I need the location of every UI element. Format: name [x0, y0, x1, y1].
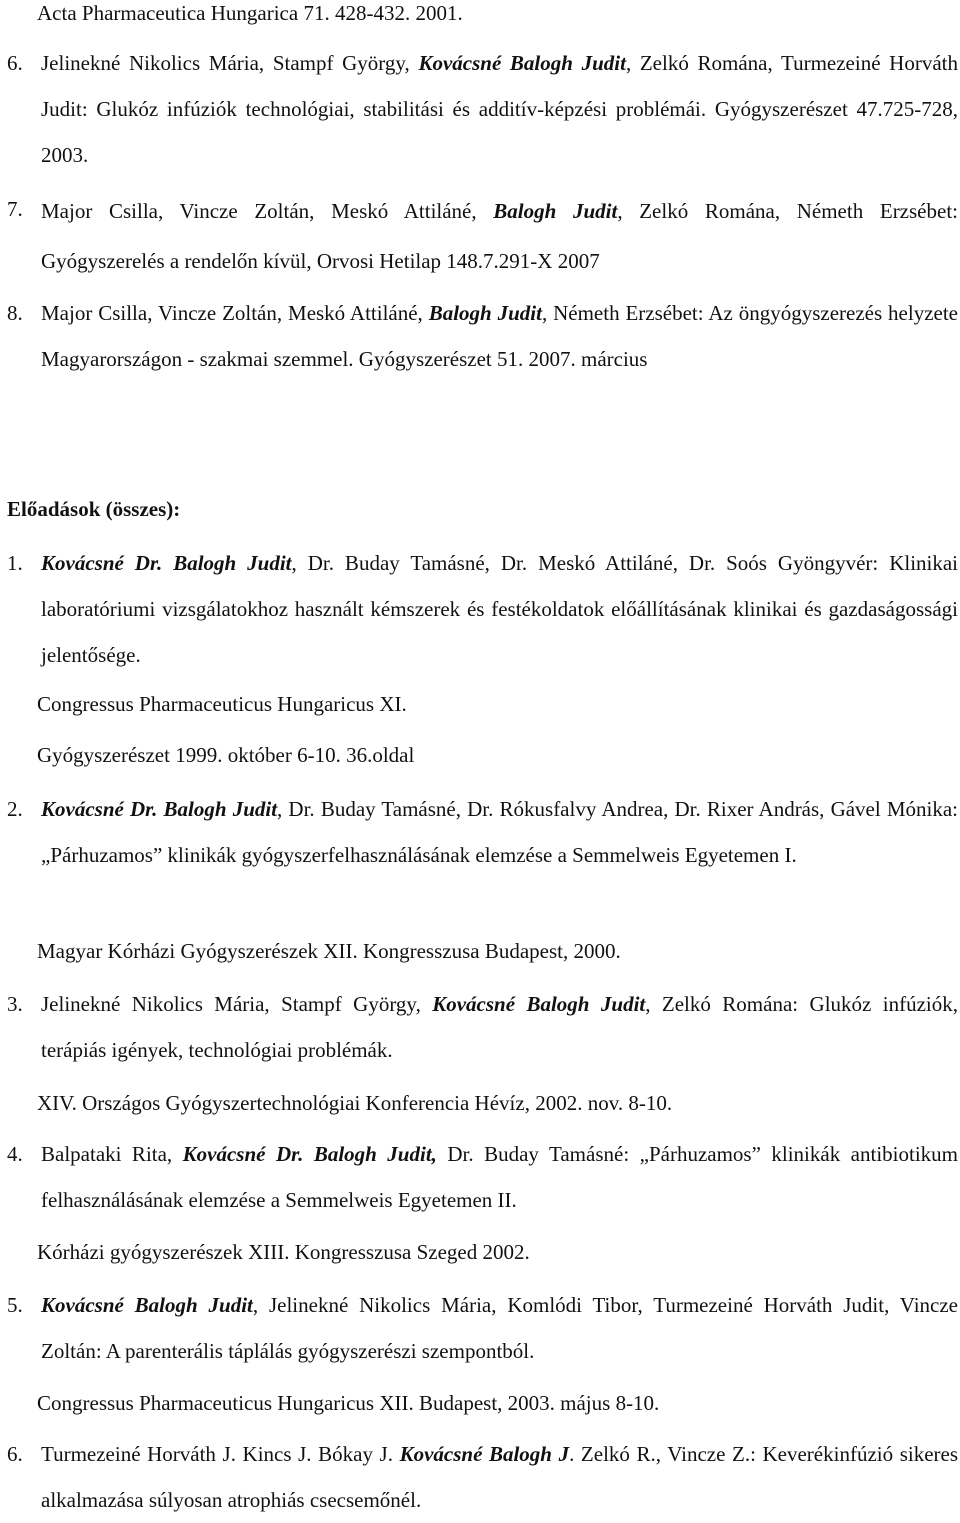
entry-number: 1. — [7, 551, 23, 575]
entry-text-segment: Jelinekné Nikolics Mária, Stampf György, — [41, 51, 419, 75]
entry-number: 2. — [7, 797, 23, 821]
highlighted-author: Kovácsné Dr. — [41, 797, 158, 821]
entry-text — [41, 786, 958, 878]
entry-text — [41, 1282, 958, 1374]
highlighted-author: Balogh Judit — [163, 797, 278, 821]
highlighted-author: Balogh Judit — [173, 551, 292, 575]
entry-text — [41, 186, 958, 286]
highlighted-author: Kovácsné Balogh Judit — [41, 1293, 253, 1317]
highlighted-author: Balogh Judit — [428, 301, 542, 325]
entry-text-segment — [162, 551, 173, 575]
entry-number: 5. — [7, 1293, 23, 1317]
lecture-venue: Magyar Kórházi Gyógyszerészek XII. Kongresszusa Budapest, 2000. — [37, 939, 621, 963]
entry-number: 4. — [7, 1142, 23, 1166]
entry-text — [41, 1431, 958, 1523]
publication-entry — [0, 40, 958, 178]
entry-text-segment: Turmezeiné Horváth J. Kincs J. Bókay J. — [41, 1442, 400, 1466]
highlighted-author: Kovácsné Balogh Judit — [418, 51, 626, 75]
entry-number: 8. — [7, 301, 23, 325]
lecture-venue: Kórházi gyógyszerészek XIII. Kongresszusa Szeged 2002. — [37, 1240, 530, 1264]
lecture-venue: XIV. Országos Gyógyszertechnológiai Konferencia Hévíz, 2002. nov. 8-10. — [37, 1091, 673, 1115]
entry-text — [41, 1131, 958, 1223]
lecture-entry — [0, 540, 958, 678]
entry-text — [41, 290, 958, 382]
entry-number: 3. — [7, 992, 23, 1016]
entry-text-segment: , Jelinekné Nikolics Mária, Komlódi Tibor, Turmezeiné Horváth Judit, Vincze Zoltán: A parenterális táplálás gyógyszerészi szempontból. — [41, 1293, 958, 1363]
entry-text-segment: . Zelkó R., Vincze Z.: Keverékinfúzió sikeres alkalmazása súlyosan atrophiás csecsemőnél. — [41, 1442, 959, 1512]
lecture-venue: Congressus Pharmaceuticus Hungaricus XII. Budapest, 2003. május 8-10. — [37, 1391, 660, 1415]
entry-text-segment: Dr. Buday Tamásné: „Párhuzamos” klinikák antibiotikum felhasználásának elemzése a Semmelweis Egyetemen II. — [41, 1142, 958, 1212]
highlighted-author: Kovácsné Balogh Judit — [432, 992, 646, 1016]
entry-text-segment: Major Csilla, Vincze Zoltán, Meskó Attiláné, — [41, 301, 429, 325]
highlighted-author: Kovácsné Dr. — [41, 551, 163, 575]
lecture-entry — [0, 1431, 958, 1523]
entry-number: 6. — [7, 51, 23, 75]
lecture-entry — [0, 981, 958, 1073]
highlighted-author: Kovácsné Dr. Balogh Judit, — [182, 1142, 437, 1166]
entry-text-segment: Major Csilla, Vincze Zoltán, Meskó Attiláné, — [41, 199, 494, 223]
entry-text-segment: , Zelkó Romána, Turmezeiné Horváth Judit: Glukóz infúziók technológiai, stabilitási és additív-képzési problémái. Gyógyszerészet 47.725-728, 2003. — [41, 51, 958, 167]
entry-text — [41, 981, 958, 1073]
highlighted-author: Kovácsné Balogh J — [399, 1442, 570, 1466]
entry-text-segment: , Zelkó Romána, Németh Erzsébet: Gyógyszerelés a rendelőn kívül, Orvosi Hetilap 148.7.291-X 2007 — [41, 199, 958, 273]
lecture-venue: Gyógyszerészet 1999. október 6-10. 36.oldal — [37, 743, 415, 767]
entry-text-segment: Balpataki Rita, — [41, 1142, 183, 1166]
lectures-heading: Előadások (összes): — [7, 497, 181, 521]
lecture-entry — [0, 1131, 958, 1223]
entry-text-segment: , Dr. Buday Tamásné, Dr. Rókusfalvy Andrea, Dr. Rixer András, Gável Mónika: „Párhuzamos” klinikák gyógyszerfelhasználásának elemzése a Semmelweis Egyetemen I. — [41, 797, 959, 867]
lecture-venue: Congressus Pharmaceuticus Hungaricus XI. — [37, 692, 407, 716]
entry-text — [41, 40, 958, 178]
lecture-entry — [0, 1282, 958, 1374]
highlighted-author: Balogh Judit — [493, 199, 618, 223]
entry-number: 6. — [7, 1442, 23, 1466]
lecture-entry — [0, 786, 958, 878]
publication-entry — [0, 290, 958, 382]
entry-text-segment: , Németh Erzsébet: Az öngyógyszerezés helyzete Magyarországon - szakmai szemmel. Gyógyszerészet 51. 2007. március — [41, 301, 958, 371]
entry-number: 7. — [7, 197, 23, 221]
entry-text-segment: , Dr. Buday Tamásné, Dr. Meskó Attiláné, Dr. Soós Gyöngyvér: Klinikai laboratóriumi vizsgálatokhoz használt kémszerek és festékoldatok előállításának klinikai és gazdaságossági jelentősége. — [41, 551, 959, 667]
journal-reference-line: Acta Pharmaceutica Hungarica 71. 428-432. 2001. — [37, 1, 463, 25]
publication-entry — [0, 186, 958, 286]
entry-text-segment: Jelinekné Nikolics Mária, Stampf György, — [41, 992, 433, 1016]
entry-text-segment: , Zelkó Romána: Glukóz infúziók, terápiás igények, technológiai problémák. — [41, 992, 958, 1062]
entry-text — [41, 540, 958, 678]
